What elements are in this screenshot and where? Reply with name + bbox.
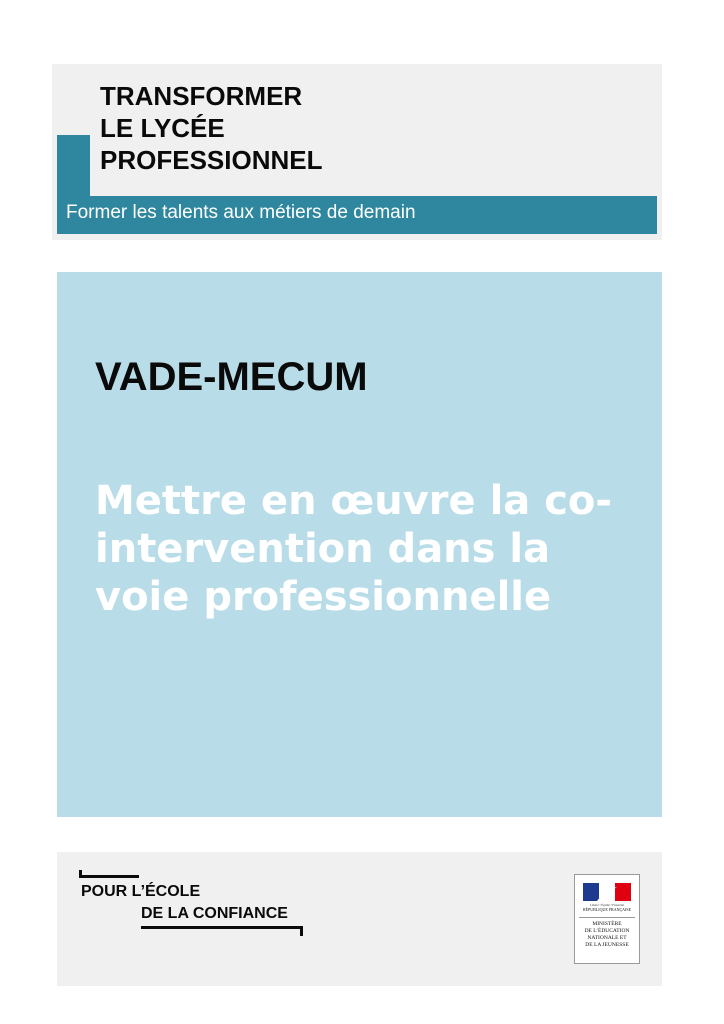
header-accent-bar xyxy=(57,135,90,197)
document-type: VADE-MECUM xyxy=(95,355,368,399)
document-title-line: Mettre en œuvre la co- xyxy=(95,478,613,524)
logo-divider xyxy=(579,917,635,918)
document-title xyxy=(95,477,612,621)
republic-motto: Liberté • Égalité • Fraternité xyxy=(590,903,624,907)
ministry-name-line: DE L’ÉDUCATION xyxy=(584,928,630,934)
footer-block xyxy=(57,852,662,986)
ministry-name xyxy=(577,921,637,949)
ministry-logo xyxy=(574,874,640,964)
republic-name: RÉPUBLIQUE FRANÇAISE xyxy=(582,907,632,912)
slogan-bracket-bottom xyxy=(141,926,303,936)
ministry-name-line: DE LA JEUNESSE xyxy=(585,942,629,948)
subtitle-band xyxy=(57,196,657,234)
document-title-line: intervention dans la xyxy=(95,526,551,572)
document-title-line: voie professionnelle xyxy=(95,574,552,620)
cover-panel xyxy=(57,272,662,817)
slogan-line: POUR L’ÉCOLE xyxy=(81,883,201,900)
series-title-line: TRANSFORMER xyxy=(100,81,303,111)
french-flag-icon xyxy=(583,883,631,901)
slogan-logo xyxy=(79,870,309,942)
series-title-line: PROFESSIONNEL xyxy=(100,145,323,175)
ministry-name-line: MINISTÈRE xyxy=(592,921,622,927)
series-subtitle: Former les talents aux métiers de demain xyxy=(66,202,416,223)
slogan-bracket-top xyxy=(79,870,139,878)
series-title-line: LE LYCÉE xyxy=(100,113,225,143)
series-title xyxy=(100,80,322,176)
ministry-name-line: NATIONALE ET xyxy=(587,935,627,941)
slogan-line: DE LA CONFIANCE xyxy=(141,905,288,922)
